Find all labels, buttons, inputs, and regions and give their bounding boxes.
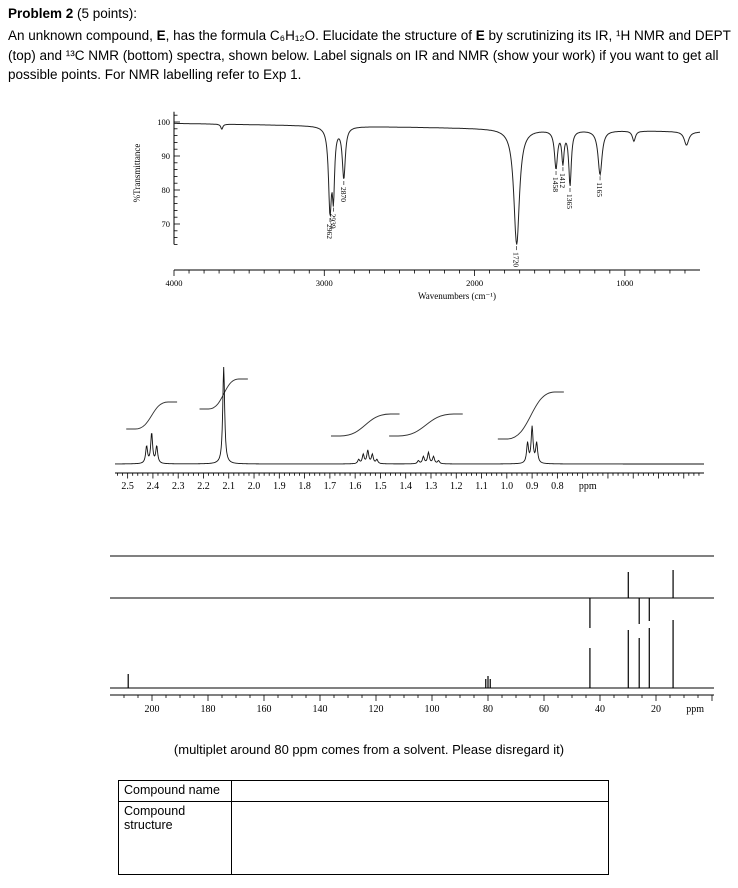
svg-text:1458: 1458 [551,177,561,193]
svg-text:2.4: 2.4 [146,481,160,492]
table-row [119,802,609,875]
compound-structure-label: Compound structure [119,802,232,875]
svg-text:1.8: 1.8 [298,481,311,492]
ir-chart [128,100,713,312]
svg-text:1.6: 1.6 [348,481,362,492]
svg-text:180: 180 [200,704,216,715]
svg-text:100: 100 [157,117,170,127]
svg-text:2.5: 2.5 [121,481,134,492]
svg-text:1412: 1412 [557,173,567,189]
compound-name-label: Compound name [119,781,232,802]
svg-text:40: 40 [595,704,605,715]
compound-structure-value [232,802,609,875]
svg-text:1.9: 1.9 [273,481,286,492]
svg-text:90: 90 [161,151,170,161]
svg-text:1.3: 1.3 [424,481,438,492]
svg-text:1720: 1720 [511,252,521,268]
svg-text:2.1: 2.1 [222,481,236,492]
c13-chart [102,538,724,726]
svg-text:1.7: 1.7 [323,481,337,492]
svg-text:100: 100 [424,704,440,715]
problem-statement: An unknown compound, E, has the formula C₆H₁₂O. Elucidate the structure of E by scrutinizing its IR, ¹H NMR and DEPT (top) and ¹³C NMR (bottom) spectra, shown below. Label signals on IR and NMR (show your work) if you want to get all possible points. For NMR labelling refer to Exp 1. [8,28,731,83]
svg-text:1165: 1165 [595,182,605,198]
svg-text:1.1: 1.1 [475,481,488,492]
svg-text:2.2: 2.2 [197,481,210,492]
table-row [119,781,609,802]
svg-text:1365: 1365 [565,193,575,209]
svg-text:200: 200 [144,704,160,715]
svg-text:1.4: 1.4 [399,481,412,492]
svg-text:4000: 4000 [165,278,183,288]
svg-text:1000: 1000 [616,278,634,288]
svg-text:2870: 2870 [338,186,348,202]
solvent-note: (multiplet around 80 ppm comes from a solvent. Please disregard it) [173,742,565,757]
c13-nmr-figure [102,538,724,726]
svg-text:Wavenumbers (cm⁻¹): Wavenumbers (cm⁻¹) [418,291,496,301]
svg-text:70: 70 [161,219,170,229]
svg-text:2962: 2962 [324,223,334,239]
svg-text:%Transmittance: %Transmittance [132,143,142,203]
svg-text:ppm: ppm [686,704,705,715]
svg-text:2.3: 2.3 [171,481,185,492]
svg-text:60: 60 [539,704,549,715]
page-title: Problem 2 (5 points): [8,6,138,21]
svg-text:120: 120 [368,704,384,715]
svg-text:2939: 2939 [328,213,338,229]
svg-text:1.0: 1.0 [500,481,514,492]
ir-spectrum-figure [128,100,713,312]
h1-chart [110,352,730,502]
svg-text:160: 160 [256,704,272,715]
svg-text:2.0: 2.0 [247,481,261,492]
svg-text:80: 80 [483,704,493,715]
svg-text:1.2: 1.2 [450,481,463,492]
svg-text:80: 80 [161,185,170,195]
compound-name-value [232,781,609,802]
svg-text:20: 20 [651,704,661,715]
svg-text:1.5: 1.5 [374,481,387,492]
svg-text:140: 140 [312,704,328,715]
svg-text:2000: 2000 [466,278,484,288]
svg-text:0.9: 0.9 [525,481,539,492]
svg-text:ppm: ppm [578,481,597,492]
answer-table [118,780,609,875]
svg-text:0.8: 0.8 [551,481,564,492]
h1-nmr-figure [110,352,730,502]
svg-text:3000: 3000 [315,278,333,288]
